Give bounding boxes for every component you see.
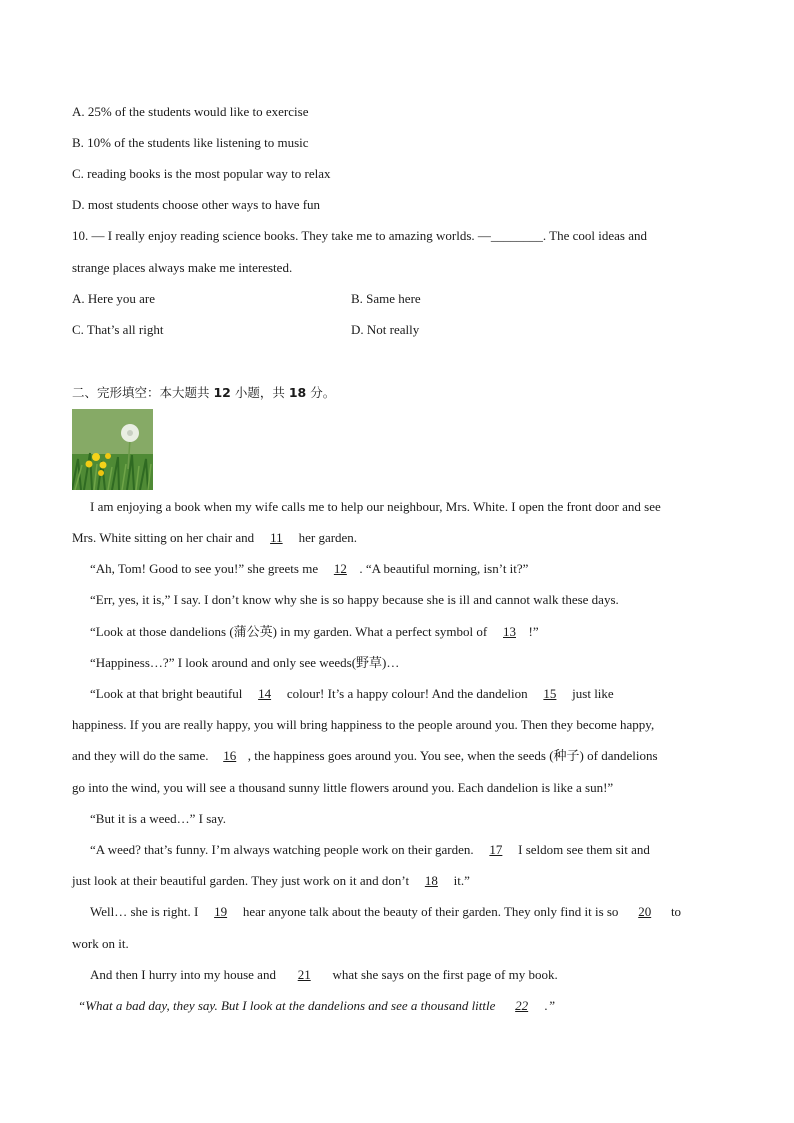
passage-line-2: Mrs. White sitting on her chair and 11 her garden. bbox=[72, 530, 358, 545]
passage-line-12: “A weed? that’s funny. I’m always watching people work on their garden. 17 I seldom see them sit and bbox=[90, 842, 650, 857]
passage-line-3: “Ah, Tom! Good to see you!” she greets me 12 . “A beautiful morning, isn’t it?” bbox=[90, 561, 529, 576]
passage-line-10: go into the wind, you will see a thousand sunny little flowers around you. Each dandelion is like a sun!” bbox=[72, 780, 614, 795]
blank-17: 17 bbox=[489, 842, 503, 857]
q10-option-b: B. Same here bbox=[351, 291, 421, 306]
blank-21: 21 bbox=[297, 967, 311, 982]
blank-16: 16 bbox=[223, 748, 237, 763]
passage-line-9: and they will do the same. 16 , the happiness goes around you. You see, when the seeds (种子) of dandelions bbox=[72, 748, 658, 763]
passage-line-13: just look at their beautiful garden. They just work on it and don’t 18 it.” bbox=[72, 873, 470, 888]
passage-line-5: “Look at those dandelions (蒲公英) in my garden. What a perfect symbol of 13 !” bbox=[90, 624, 539, 639]
passage-line-1: I am enjoying a book when my wife calls me to help our neighbour, Mrs. White. I open the front door and see bbox=[90, 499, 661, 514]
blank-13: 13 bbox=[503, 624, 516, 639]
q9-option-c: C. reading books is the most popular way to relax bbox=[72, 166, 331, 181]
section-heading: 二、完形填空：本大题共 12 小题，共 18 分。 bbox=[72, 385, 336, 400]
q10-option-c: C. That’s all right bbox=[72, 322, 164, 337]
passage-line-11: “But it is a weed…” I say. bbox=[90, 811, 226, 826]
blank-11: 11 bbox=[270, 530, 283, 545]
blank-20: 20 bbox=[638, 904, 652, 919]
q10-option-d: D. Not really bbox=[351, 322, 420, 337]
passage-line-15: work on it. bbox=[72, 936, 129, 951]
blank-15: 15 bbox=[543, 686, 557, 701]
q9-option-a: A. 25% of the students would like to exercise bbox=[72, 104, 309, 119]
passage-line-17: “What a bad day, they say. But I look at the dandelions and see a thousand little 22 .” bbox=[78, 998, 556, 1013]
blank-19: 19 bbox=[214, 904, 228, 919]
passage-line-4: “Err, yes, it is,” I say. I don’t know why she is so happy because she is ill and cannot walk these days. bbox=[90, 592, 619, 607]
blank-18: 18 bbox=[424, 873, 438, 888]
passage-line-8: happiness. If you are really happy, you will bring happiness to the people around you. Then they become happy, bbox=[72, 717, 655, 732]
blank-22: 22 bbox=[515, 998, 529, 1013]
blank-14: 14 bbox=[258, 686, 272, 701]
dandelion-photo bbox=[72, 409, 153, 490]
q10-option-a: A. Here you are bbox=[72, 291, 156, 306]
passage-line-7: “Look at that bright beautiful 14 colour! It’s a happy colour! And the dandelion 15 just like bbox=[90, 686, 614, 701]
q10-stem-line2: strange places always make me interested. bbox=[72, 260, 293, 275]
dandelion-image bbox=[72, 409, 153, 490]
passage-line-14: Well… she is right. I 19 hear anyone talk about the beauty of their garden. They only find it is so 20 to bbox=[90, 904, 682, 919]
passage-line-6: “Happiness…?” I look around and only see weeds(野草)… bbox=[90, 655, 400, 670]
q10-stem-line1: 10. — I really enjoy reading science books. They take me to amazing worlds. —________. The cool ideas and bbox=[72, 228, 647, 243]
blank-12: 12 bbox=[333, 561, 347, 576]
q9-option-b: B. 10% of the students like listening to music bbox=[72, 135, 309, 150]
q10-blank: ________ bbox=[490, 228, 543, 243]
passage-line-16: And then I hurry into my house and 21 what she says on the first page of my book. bbox=[90, 967, 558, 982]
q9-option-d: D. most students choose other ways to have fun bbox=[72, 197, 321, 212]
